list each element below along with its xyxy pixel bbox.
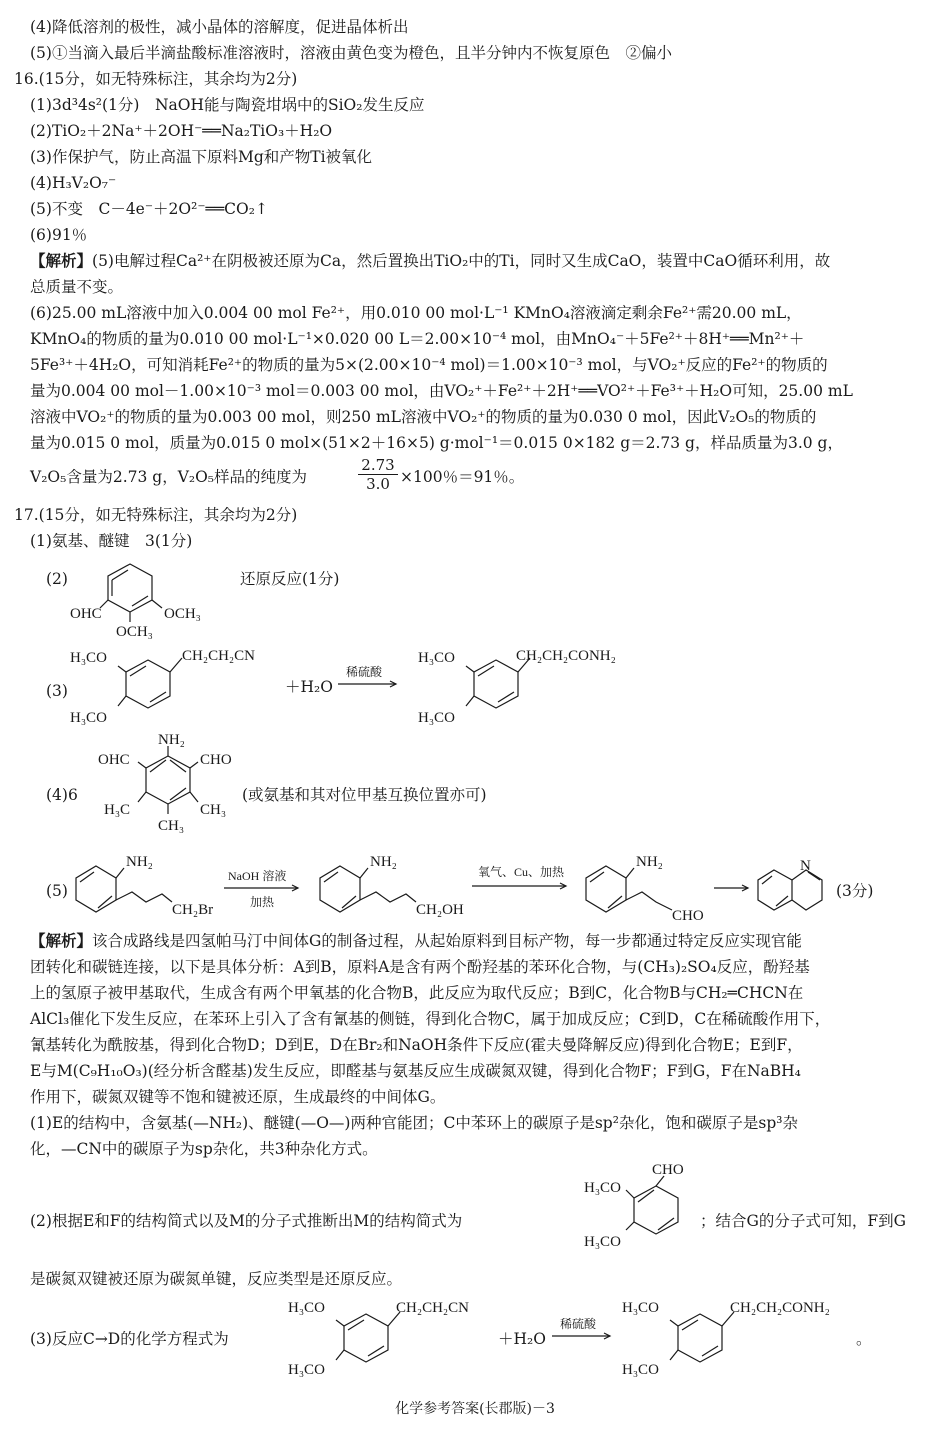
answer-label: (3) [46,682,68,700]
answer-label: (5) [46,882,68,900]
reaction-arrow [222,870,302,918]
analysis-line [30,466,307,488]
ohc-label: OHC [70,606,102,622]
answer-label: (2) [46,570,68,588]
final-product [756,856,836,920]
analysis-line: KMnO₄的物质的量为0.010 00 mol·L⁻¹×0.020 00 L＝2.00×10⁻⁴ mol，由MnO₄⁻＋5Fe²⁺＋8H⁺══Mn²⁺＋ [30,330,805,348]
answer-line: (3)作保护气，防止高温下原料Mg和产物Ti被氧化 [30,148,373,166]
answer-line: (4)H₃V₂O₇⁻ [30,174,117,192]
analysis-line: 总质量不变。 [30,278,124,296]
analysis-line: (2)根据E和F的结构简式以及M的分子式推断出M的结构简式为 [30,1212,463,1230]
answer-line: (或氨基和其对位甲基互换位置亦可) [242,786,487,804]
equation-reactant [288,1294,508,1388]
analysis-line: 量为0.004 00 mol－1.00×10⁻³ mol＝0.003 00 mol，由VO₂⁺＋Fe²⁺＋2H⁺══VO²⁺＋Fe³⁺＋H₂O可知，25.00 mL [30,382,853,400]
h3co-label: H₃CO [622,1362,659,1378]
arrow-condition: 稀硫酸 [346,665,383,679]
ch3-label: CH₃ [200,802,227,818]
nh2-label: NH₂ [370,854,397,870]
analysis-line: 上的氢原子被甲基取代，生成含有两个甲氧基的化合物B，此反应为取代反应；B到C，化合物B与CH₂═CHCN在 [30,984,804,1002]
h3co-label: H₃CO [584,1180,621,1196]
reagent: ＋H₂O [285,678,333,696]
fraction-numerator: 2.73 [358,456,398,475]
side-chain-label: CH₂CH₂CN [396,1300,469,1316]
answer-line: (1)3d³4s²(1分) NaOH能与陶瓷坩埚中的SiO₂发生反应 [30,96,425,114]
ch2br-label: CH₂Br [172,902,214,918]
cho-label: CHO [200,752,232,768]
reaction-arrow [712,880,752,898]
och3-label: OCH₃ [164,606,201,622]
answer-line: (1)氨基、醚键 3(1分) [30,532,193,550]
h3co-label: H₃CO [70,710,107,726]
h3co-label: H₃CO [418,710,455,726]
purity-result: ×100％＝91％。 [400,468,525,486]
och3-label: OCH₃ [116,624,153,640]
ch3-label: CH₃ [158,818,185,834]
reactant-c [70,640,290,734]
analysis-line [30,250,830,272]
benzene-ring [108,564,152,612]
question-heading: 16.(15分，如无特殊标注，其余均为2分) [14,70,298,88]
h3co-label: H₃CO [418,650,455,666]
ohc-label: OHC [98,752,130,768]
analysis-text: 该合成路线是四氢帕马汀中间体G的制备过程，从起始原料到目标产物，每一步都通过特定反应实现官能 [92,932,802,950]
h3co-label: H₃CO [288,1362,325,1378]
start-compound [66,852,226,926]
reaction-arrow [336,666,400,696]
score-note: (3分) [836,882,874,900]
reaction-arrow [470,866,570,900]
analysis-line: ；结合G的分子式可知，F到G [700,1212,907,1230]
arrow-condition: 氧气、Cu、加热 [478,865,565,879]
analysis-tag: 【解析】 [30,251,93,270]
analysis-tag: 【解析】 [30,931,93,950]
h3c-label: H₃C [104,802,131,818]
arrow-condition: 加热 [250,895,275,909]
structure-2 [70,552,230,646]
arrow-condition: 稀硫酸 [560,1317,597,1331]
analysis-line: (1)E的结构中，含氨基(—NH₂)、醚键(—O—)两种官能团；C中苯环上的碳原子是sp²杂化，饱和碳原子是sp³杂 [30,1114,799,1132]
analysis-line: 5Fe³⁺＋4H₂O，可知消耗Fe²⁺的物质的量为5×(2.00×10⁻⁴ mol)＝1.00×10⁻³ mol，与VO₂⁺反应的Fe²⁺的物质的 [30,356,828,374]
analysis-line: (3)反应C→D的化学方程式为 [30,1330,229,1348]
h3co-label: H₃CO [622,1300,659,1316]
nh2-label: NH₂ [636,854,663,870]
h3co-label: H₃CO [70,650,107,666]
nh2-label: NH₂ [158,732,185,748]
end-mark: 。 [856,1330,872,1348]
analysis-line: 是碳氮双键被还原为碳氮单键，反应类型是还原反应。 [30,1270,403,1288]
side-chain-label: CH₂CH₂CN [182,648,255,664]
intermediate-alcohol [310,852,470,926]
purity-text: V₂O₅含量为2.73 g，V₂O₅样品的纯度为 [30,468,308,486]
answer-line: (6)91％ [30,226,88,244]
answer-line: 还原反应(1分) [240,570,340,588]
equation-product [622,1294,862,1388]
analysis-line: 量为0.015 0 mol，质量为0.015 0 mol×(51×2＋16×5) g·mol⁻¹＝0.015 0×182 g＝2.73 g，样品质量为3.0 g， [30,434,843,452]
fraction-denominator: 3.0 [366,475,390,493]
analysis-line: (6)25.00 mL溶液中加入0.004 00 mol Fe²⁺，用0.010 00 mol·L⁻¹ KMnO₄溶液滴定剩余Fe²⁺需20.00 mL， [30,304,802,322]
product-d [418,640,658,734]
analysis-line: 氰基转化为酰胺基，得到化合物D；D到E，D在Br₂和NaOH条件下反应(霍夫曼降解反应)得到化合物E；E到F， [30,1036,803,1054]
h3co-label: H₃CO [288,1300,325,1316]
analysis-line: 化，—CN中的碳原子为sp杂化，共3种杂化方式。 [30,1140,378,1158]
structure-m [584,1160,714,1264]
answer-line: (5)①当滴入最后半滴盐酸标准溶液时，溶液由黄色变为橙色，且半分钟内不恢复原色 ②偏小 [30,44,672,62]
ch2oh-label: CH₂OH [416,902,464,918]
answer-line: (2)TiO₂＋2Na⁺＋2OH⁻══Na₂TiO₃＋H₂O [30,122,333,140]
analysis-line [30,930,802,952]
analysis-line: 团转化和碳链连接，以下是具体分析：A到B，原料A是含有两个酚羟基的苯环化合物，与(CH₃)₂SO₄反应，酚羟基 [30,958,810,976]
h3co-label: H₃CO [584,1234,621,1250]
analysis-text: (5)电解过程Ca²⁺在阴极被还原为Ca，然后置换出TiO₂中的Ti，同时又生成CaO，装置中CaO循环利用，故 [92,252,831,270]
intermediate-aldehyde [576,852,726,926]
reaction-arrow [550,1318,614,1348]
analysis-line: 溶液中VO₂⁺的物质的量为0.003 00 mol，则250 mL溶液中VO₂⁺的物质的量为0.030 0 mol，因此V₂O₅的物质的 [30,408,817,426]
answer-label: (4)6 [46,786,78,804]
purity-fraction [358,456,398,493]
side-chain-label: CH₂CH₂CONH₂ [516,648,616,664]
cho-label: CHO [672,908,704,924]
answer-line: (4)降低溶剂的极性，减小晶体的溶解度，促进晶体析出 [30,18,409,36]
analysis-line: AlCl₃催化下发生反应，在苯环上引入了含有氰基的侧链，得到化合物C，属于加成反应；C到D，C在稀硫酸作用下， [30,1010,831,1028]
arrow-condition: NaOH 溶液 [228,869,287,883]
analysis-line: 作用下，碳氮双键等不饱和键被还原，生成最终的中间体G。 [30,1088,446,1106]
question-heading: 17.(15分，如无特殊标注，其余均为2分) [14,506,298,524]
analysis-line: E与M(C₉H₁₀O₃)(经分析含醛基)发生反应，即醛基与氨基反应生成碳氮双键，得到化合物F；F到G，F在NaBH₄ [30,1062,801,1080]
nh2-label: NH₂ [126,854,153,870]
n-label: N [800,858,811,874]
reagent: ＋H₂O [498,1330,546,1348]
side-chain-label: CH₂CH₂CONH₂ [730,1300,830,1316]
page-footer: 化学参考答案(长郡版)－3 [395,1401,555,1417]
structure-4 [96,732,246,836]
answer-line: (5)不变 C－4e⁻＋2O²⁻══CO₂↑ [30,200,268,218]
cho-label: CHO [652,1162,684,1178]
